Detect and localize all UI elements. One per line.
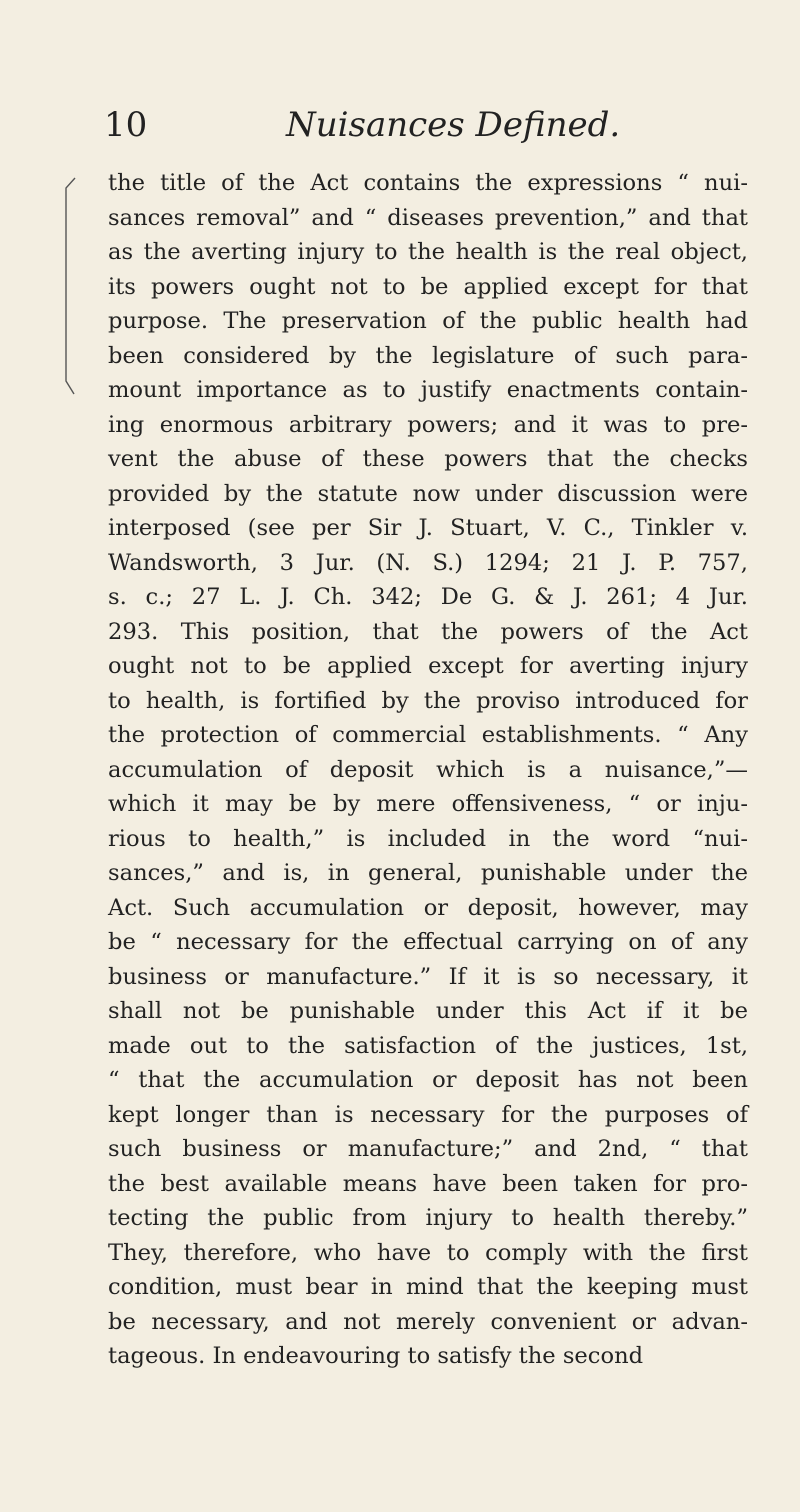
- text-line: purpose. The preservation of the public health had: [108, 308, 748, 334]
- text-line: kept longer than is necessary for the purposes of: [108, 1101, 748, 1128]
- text-line: “ that the accumulation or deposit has not been: [108, 1067, 748, 1093]
- running-title: Nuisances Defined.: [286, 105, 621, 145]
- text-line: to health, is fortified by the proviso introduced for: [108, 687, 748, 714]
- text-line: They, therefore, who have to comply with the first: [108, 1239, 748, 1266]
- page-number: 10: [104, 105, 148, 145]
- text-line: sances,” and is, in general, punishable under the: [108, 860, 748, 886]
- page-header: [104, 100, 744, 150]
- text-line: the protection of commercial establishments. “ Any: [108, 722, 748, 748]
- text-line: condition, must bear in mind that the keeping must: [108, 1274, 748, 1300]
- margin-pencil-mark: [60, 176, 80, 398]
- text-line: tageous. In endeavouring to satisfy the second: [108, 1343, 644, 1369]
- text-line: be “ necessary for the effectual carrying on of any: [108, 929, 748, 955]
- text-line: ought not to be applied except for averting injury: [108, 653, 748, 679]
- text-line: shall not be punishable under this Act if it be: [108, 998, 748, 1024]
- text-line: Act. Such accumulation or deposit, however, may: [108, 894, 748, 921]
- text-line: accumulation of deposit which is a nuisance,”—: [108, 756, 748, 783]
- text-line: interposed (see per Sir J. Stuart, V. C., Tinkler v.: [108, 515, 748, 541]
- text-line: vent the abuse of these powers that the checks: [108, 446, 748, 472]
- text-line: 293. This position, that the powers of the Act: [108, 618, 748, 645]
- text-line: mount importance as to justify enactments contain-: [108, 377, 748, 403]
- text-line: be necessary, and not merely convenient or advan-: [108, 1308, 748, 1335]
- text-line: rious to health,” is included in the word “nui-: [108, 825, 748, 852]
- text-line: such business or manufacture;” and 2nd, “ that: [108, 1136, 748, 1162]
- text-line: s. c.; 27 L. J. Ch. 342; De G. & J. 261; 4 Jur.: [108, 584, 748, 610]
- text-line: its powers ought not to be applied except for that: [108, 273, 748, 300]
- text-line: provided by the statute now under discussion were: [108, 480, 748, 507]
- text-line: been considered by the legislature of such para-: [108, 342, 748, 369]
- text-line: sances removal” and “ diseases prevention,” and that: [108, 204, 748, 231]
- text-line: as the averting injury to the health is the real object,: [108, 239, 748, 265]
- text-line: ing enormous arbitrary powers; and it was to pre-: [108, 411, 748, 438]
- text-line: the title of the Act contains the expressions “ nui-: [108, 170, 748, 196]
- text-line: business or manufacture.” If it is so necessary, it: [108, 963, 748, 990]
- text-line: Wandsworth, 3 Jur. (N. S.) 1294; 21 J. P. 757,: [108, 549, 748, 576]
- body-text: [108, 166, 748, 1374]
- text-line: which it may be by mere offensiveness, “ or inju-: [108, 791, 748, 817]
- text-line: made out to the satisfaction of the justices, 1st,: [108, 1032, 748, 1059]
- text-line: the best available means have been taken for pro-: [108, 1170, 748, 1197]
- text-line: tecting the public from injury to health thereby.”: [108, 1205, 748, 1231]
